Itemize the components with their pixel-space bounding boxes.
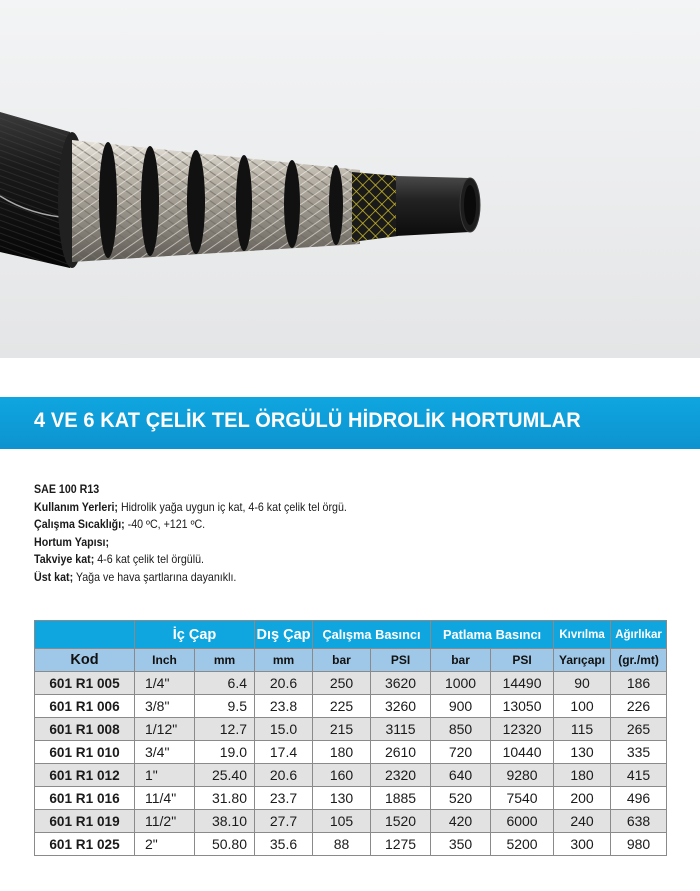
hose-spec-table bbox=[34, 620, 667, 856]
cell-inch: 11/2" bbox=[135, 810, 195, 833]
product-photo bbox=[0, 0, 700, 358]
cell-dis-cap: 20.6 bbox=[255, 764, 313, 787]
cell-yaricap: 115 bbox=[554, 718, 611, 741]
cell-patlama-bar: 1000 bbox=[431, 672, 491, 695]
cell-inch: 11/4" bbox=[135, 787, 195, 810]
spec-value: Yağa ve hava şartlarına dayanıklı. bbox=[73, 570, 237, 584]
cell-mm: 12.7 bbox=[195, 718, 255, 741]
spec-label: Takviye kat; bbox=[34, 553, 95, 566]
spec-line-structure bbox=[34, 534, 347, 552]
cell-calisma-psi: 2610 bbox=[371, 741, 431, 764]
cell-yaricap: 240 bbox=[554, 810, 611, 833]
cell-inch: 3/4" bbox=[135, 741, 195, 764]
cell-calisma-psi: 1275 bbox=[371, 833, 431, 856]
cell-kod: 601 R1 010 bbox=[35, 741, 135, 764]
header-bar: bar bbox=[313, 649, 371, 672]
cell-calisma-psi: 3620 bbox=[371, 672, 431, 695]
cell-dis-cap: 23.7 bbox=[255, 787, 313, 810]
cell-calisma-psi: 1520 bbox=[371, 810, 431, 833]
cell-patlama-bar: 520 bbox=[431, 787, 491, 810]
cell-patlama-psi: 10440 bbox=[491, 741, 554, 764]
spec-label: Hortum Yapısı; bbox=[34, 535, 110, 549]
header-agirlik: Ağırlıkar bbox=[611, 621, 667, 649]
header-empty-cell bbox=[35, 621, 135, 649]
cell-kod: 601 R1 025 bbox=[35, 833, 135, 856]
cell-agirlik: 265 bbox=[611, 718, 667, 741]
spec-label: Kullanım Yerleri; bbox=[34, 500, 118, 514]
cell-calisma-bar: 130 bbox=[313, 787, 371, 810]
table-row bbox=[35, 695, 667, 718]
table-row bbox=[35, 718, 667, 741]
cell-mm: 31.80 bbox=[195, 787, 255, 810]
cell-calisma-bar: 250 bbox=[313, 672, 371, 695]
header-ic-cap: İç Çap bbox=[135, 621, 255, 649]
header-yaricap: Yarıçapı bbox=[554, 649, 611, 672]
cell-patlama-bar: 350 bbox=[431, 833, 491, 856]
cell-calisma-psi: 3260 bbox=[371, 695, 431, 718]
cell-mm: 6.4 bbox=[195, 672, 255, 695]
cell-patlama-bar: 850 bbox=[431, 718, 491, 741]
cell-calisma-bar: 105 bbox=[313, 810, 371, 833]
cell-dis-cap: 15.0 bbox=[255, 718, 313, 741]
table-sub-header bbox=[35, 649, 667, 672]
header-calisma-basinci: Çalışma Basıncı bbox=[313, 621, 431, 649]
header-patlama-basinci: Patlama Basıncı bbox=[431, 621, 554, 649]
cell-dis-cap: 17.4 bbox=[255, 741, 313, 764]
cell-patlama-bar: 640 bbox=[431, 764, 491, 787]
cell-dis-cap: 23.8 bbox=[255, 695, 313, 718]
cell-kod: 601 R1 006 bbox=[35, 695, 135, 718]
cell-yaricap: 100 bbox=[554, 695, 611, 718]
spec-line-cover bbox=[34, 569, 347, 587]
cell-agirlik: 638 bbox=[611, 810, 667, 833]
cell-yaricap: 90 bbox=[554, 672, 611, 695]
title-banner bbox=[0, 397, 700, 449]
cell-patlama-psi: 6000 bbox=[491, 810, 554, 833]
table-row bbox=[35, 764, 667, 787]
spec-line-usage bbox=[34, 499, 347, 517]
header-mm: mm bbox=[195, 649, 255, 672]
table-row bbox=[35, 672, 667, 695]
cell-mm: 50.80 bbox=[195, 833, 255, 856]
cell-dis-cap: 20.6 bbox=[255, 672, 313, 695]
table-row bbox=[35, 810, 667, 833]
table-row bbox=[35, 787, 667, 810]
cell-kod: 601 R1 019 bbox=[35, 810, 135, 833]
cell-yaricap: 200 bbox=[554, 787, 611, 810]
header-gr-mt: (gr./mt) bbox=[611, 649, 667, 672]
cell-calisma-bar: 160 bbox=[313, 764, 371, 787]
cell-inch: 1/12" bbox=[135, 718, 195, 741]
cell-patlama-psi: 5200 bbox=[491, 833, 554, 856]
cell-inch: 3/8" bbox=[135, 695, 195, 718]
cell-patlama-bar: 900 bbox=[431, 695, 491, 718]
cell-patlama-psi: 13050 bbox=[491, 695, 554, 718]
cell-inch: 1" bbox=[135, 764, 195, 787]
header-dis-cap: Dış Çap bbox=[255, 621, 313, 649]
cell-mm: 38.10 bbox=[195, 810, 255, 833]
header-psi: PSI bbox=[371, 649, 431, 672]
cell-calisma-bar: 215 bbox=[313, 718, 371, 741]
spec-line-temperature bbox=[34, 516, 347, 534]
cell-dis-cap: 35.6 bbox=[255, 833, 313, 856]
spec-value: Hidrolik yağa uygun iç kat, 4-6 kat çelik tel örgü. bbox=[117, 500, 347, 514]
cell-agirlik: 335 bbox=[611, 741, 667, 764]
standard-label: SAE 100 R13 bbox=[34, 483, 100, 496]
cell-dis-cap: 27.7 bbox=[255, 810, 313, 833]
header-psi: PSI bbox=[491, 649, 554, 672]
cell-calisma-psi: 3115 bbox=[371, 718, 431, 741]
cell-calisma-bar: 225 bbox=[313, 695, 371, 718]
cell-yaricap: 180 bbox=[554, 764, 611, 787]
cell-inch: 1/4" bbox=[135, 672, 195, 695]
page-title: 4 VE 6 KAT ÇELİK TEL ÖRGÜLÜ HİDROLİK HORTUMLAR bbox=[34, 408, 581, 432]
cell-kod: 601 R1 012 bbox=[35, 764, 135, 787]
cell-agirlik: 980 bbox=[611, 833, 667, 856]
spec-label: Üst kat; bbox=[34, 570, 74, 584]
cell-calisma-psi: 1885 bbox=[371, 787, 431, 810]
cell-patlama-psi: 14490 bbox=[491, 672, 554, 695]
cell-mm: 19.0 bbox=[195, 741, 255, 764]
header-kivrilma: Kıvrılma bbox=[554, 621, 611, 649]
cell-agirlik: 496 bbox=[611, 787, 667, 810]
table-row bbox=[35, 833, 667, 856]
cell-calisma-bar: 88 bbox=[313, 833, 371, 856]
cell-inch: 2" bbox=[135, 833, 195, 856]
table-row bbox=[35, 741, 667, 764]
cell-patlama-psi: 9280 bbox=[491, 764, 554, 787]
spec-line-reinforcement bbox=[34, 551, 347, 569]
spec-label: Çalışma Sıcaklığı; bbox=[34, 518, 125, 531]
hydraulic-hose-image bbox=[0, 0, 700, 358]
spec-value: 4-6 kat çelik tel örgülü. bbox=[94, 553, 204, 566]
cell-mm: 9.5 bbox=[195, 695, 255, 718]
cell-calisma-psi: 2320 bbox=[371, 764, 431, 787]
table-group-header bbox=[35, 621, 667, 649]
cell-agirlik: 415 bbox=[611, 764, 667, 787]
cell-mm: 25.40 bbox=[195, 764, 255, 787]
header-mm: mm bbox=[255, 649, 313, 672]
cell-agirlik: 186 bbox=[611, 672, 667, 695]
cell-kod: 601 R1 008 bbox=[35, 718, 135, 741]
header-kod: Kod bbox=[35, 649, 135, 672]
cell-calisma-bar: 180 bbox=[313, 741, 371, 764]
cell-patlama-psi: 7540 bbox=[491, 787, 554, 810]
cell-yaricap: 130 bbox=[554, 741, 611, 764]
spec-value: -40 ºC, +121 ºC. bbox=[124, 518, 206, 531]
cell-patlama-bar: 720 bbox=[431, 741, 491, 764]
cell-patlama-bar: 420 bbox=[431, 810, 491, 833]
cell-yaricap: 300 bbox=[554, 833, 611, 856]
cell-patlama-psi: 12320 bbox=[491, 718, 554, 741]
header-bar: bar bbox=[431, 649, 491, 672]
cell-kod: 601 R1 005 bbox=[35, 672, 135, 695]
header-inch: Inch bbox=[135, 649, 195, 672]
spec-block bbox=[34, 481, 374, 586]
cell-agirlik: 226 bbox=[611, 695, 667, 718]
cell-kod: 601 R1 016 bbox=[35, 787, 135, 810]
